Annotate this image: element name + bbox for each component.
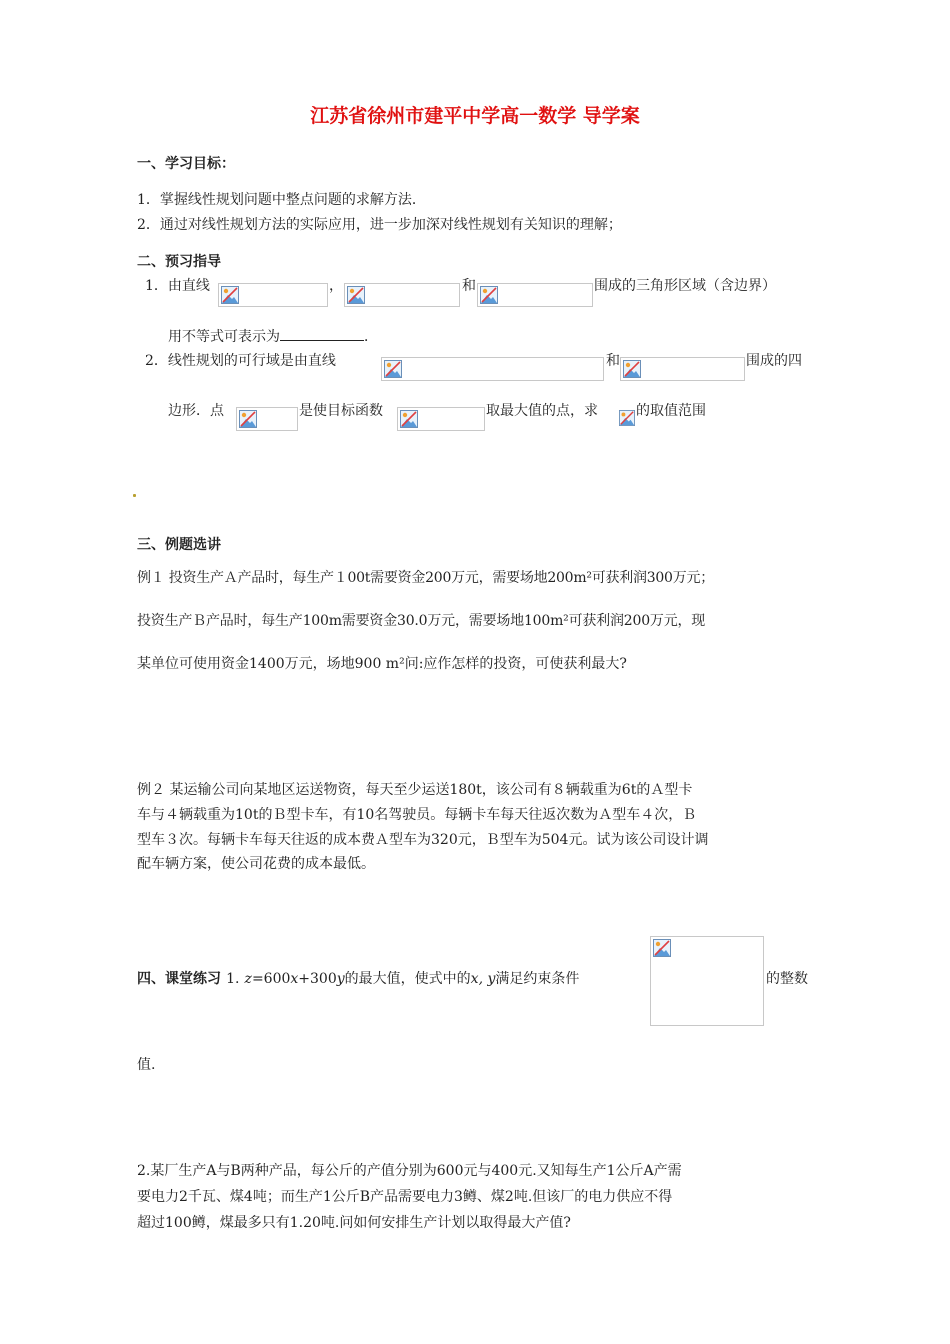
broken-image-icon [384, 360, 402, 378]
q2-and: 和 [606, 353, 620, 369]
practice-2-line-1: 2.某厂生产A与B两种产品，每公斤的产值分别为600元与400元.又知每生产1公斤A产需 [137, 1163, 682, 1179]
q1-line2-suffix: ． [364, 329, 378, 345]
stray-mark [133, 494, 136, 497]
q1-prefix: 1．由直线 [145, 278, 210, 294]
q2-line2-b: 是使目标函数 [299, 403, 383, 419]
example-2-line-4: 配车辆方案，使公司花费的成本最低。 [137, 856, 375, 872]
example-2-line-1: 例２ 某运输公司向某地区运送物资，每天至少运送180t，该公司有８辆载重为6t的Ａ型卡 [137, 782, 693, 798]
broken-image-icon [623, 360, 641, 378]
formula-image-line-4 [381, 357, 604, 381]
q2-line2-d: 的取值范围 [636, 403, 706, 419]
q1-line2-prefix: 用不等式可表示为 [168, 329, 280, 345]
section-3-heading: 三、例题选讲 [137, 537, 221, 553]
formula-image-line-3 [477, 283, 593, 307]
q1-comma: ， [329, 278, 343, 294]
objective-1: 1．掌握线性规划问题中整点问题的求解方法． [137, 192, 426, 208]
q2-prefix: 2．线性规划的可行域是由直线 [145, 353, 336, 369]
q1-suffix: 围成的三角形区域（含边界） [594, 278, 776, 294]
practice-1-text-3: 的整数 [766, 971, 808, 987]
q1-line2 [168, 326, 378, 346]
practice-1-text-1: 的最大值，使式中的 [344, 971, 471, 987]
broken-image-icon [239, 410, 257, 428]
answer-blank[interactable] [280, 326, 364, 341]
broken-image-icon [400, 410, 418, 428]
q2-line2-c: 取最大值的点，求 [486, 403, 598, 419]
broken-image-icon [653, 939, 671, 957]
formula-image-line-5 [620, 357, 745, 381]
formula-image-line-2 [344, 283, 460, 307]
example-1-line-3: 某单位可使用资金1400万元，场地900 m²问:应作怎样的投资，可使获利最大? [137, 656, 627, 672]
var-xy: x, y [470, 971, 496, 987]
section-2-heading: 二、预习指导 [137, 254, 221, 270]
var-z: z [244, 971, 252, 987]
broken-image-icon [221, 286, 239, 304]
example-2-line-3: 型车３次。每辆卡车每天往返的成本费Ａ型车为320元，Ｂ型车为504元。试为该公司设计调 [137, 832, 709, 848]
formula-image-objective [397, 407, 485, 431]
section-1-heading: 一、学习目标： [137, 156, 235, 172]
var-x: x [290, 971, 299, 987]
practice-1-text-2: 满足约束条件 [495, 971, 580, 987]
example-1-line-2: 投资生产Ｂ产品时，每生产100m需要资金30.0万元，需要场地100m²可获利润200万元，现 [137, 613, 706, 629]
q2-line2-a: 边形．点 [168, 403, 224, 419]
practice-1-label: 1. [226, 971, 240, 987]
formula-image-point [236, 407, 298, 431]
formula-image-param [619, 410, 635, 426]
example-1-line-1: 例１ 投资生产Ａ产品时，每生产１00t需要资金200万元，需要场地200m²可获利润300万元； [137, 570, 714, 586]
q1-and: 和 [462, 278, 476, 294]
practice-2-line-3: 超过100鳟，煤最多只有1.20吨.问如何安排生产计划以取得最大产值? [137, 1215, 571, 1231]
section-4-heading: 四、课堂练习 [137, 971, 221, 987]
example-2-line-2: 车与４辆载重为10t的Ｂ型卡车，有10名驾驶员。每辆卡车每天往返次数为Ａ型车４次，Ｂ [137, 807, 697, 823]
q2-suffix: 围成的四 [746, 353, 802, 369]
eq-part-2: +300 [298, 971, 337, 987]
broken-image-icon [480, 286, 498, 304]
practice-1-line [137, 968, 579, 988]
var-y: y [336, 971, 345, 987]
formula-image-line-1 [218, 283, 328, 307]
page-title: 江苏省徐州市建平中学高一数学 导学案 [310, 105, 640, 127]
objective-2: 2．通过对线性规划方法的实际应用，进一步加深对线性规划有关知识的理解； [137, 217, 622, 233]
broken-image-icon [347, 286, 365, 304]
eq-part-1: =600 [251, 971, 291, 987]
broken-image-icon [619, 410, 635, 426]
practice-1-line-2: 值. [137, 1057, 156, 1073]
formula-image-constraints [650, 936, 764, 1026]
practice-2-line-2: 要电力2千瓦、煤4吨；而生产1公斤B产品需要电力3鳟、煤2吨.但该厂的电力供应不得 [137, 1189, 673, 1205]
